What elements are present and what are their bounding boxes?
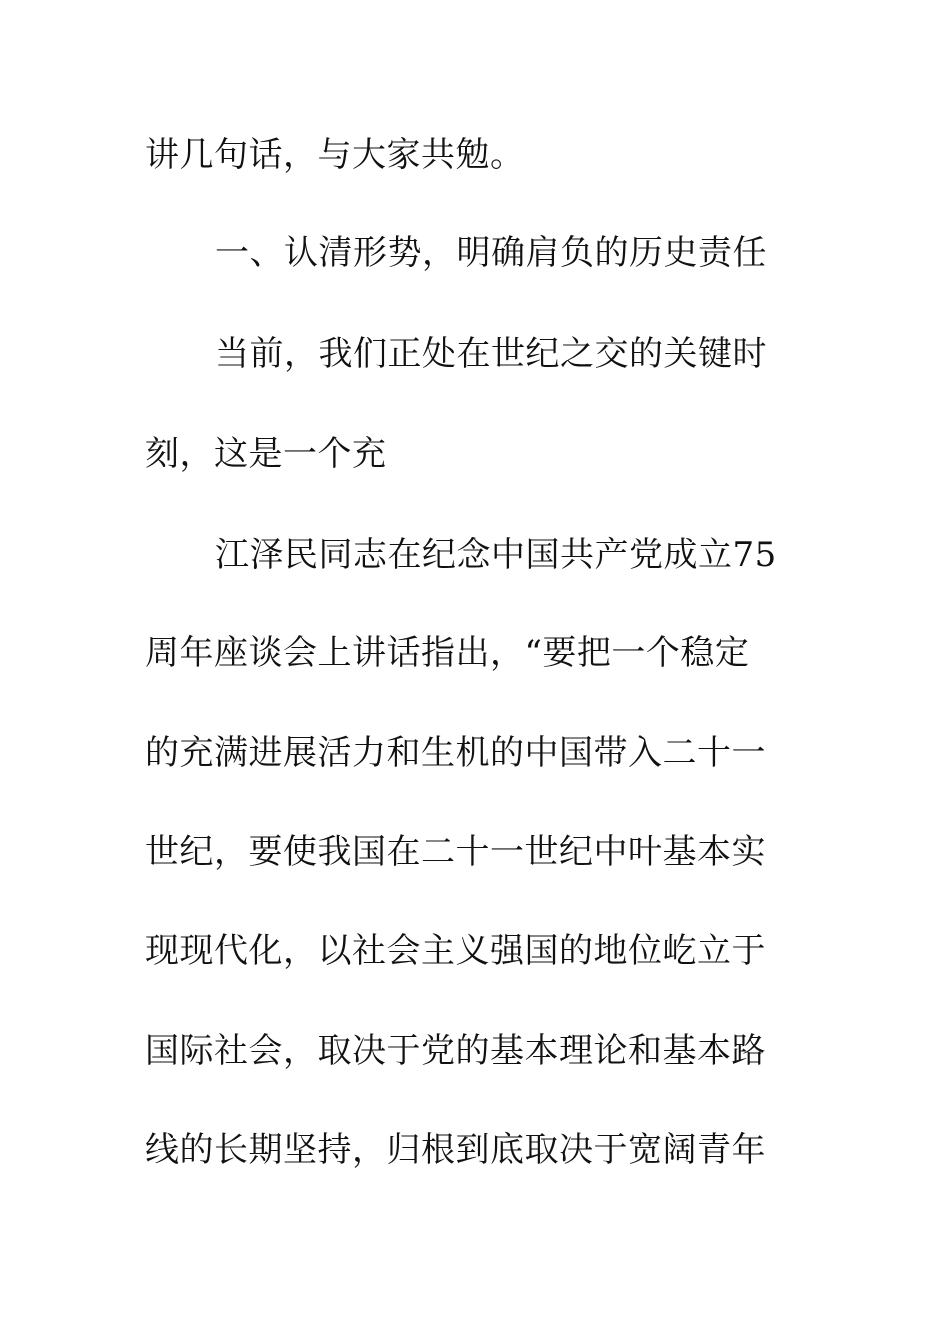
- paragraph-line: 线的长期坚持，归根到底取决于宽阔青年: [145, 1130, 766, 1170]
- paragraph-line: 刻，这是一个充: [145, 434, 387, 474]
- paragraph-line: 世纪，要使我国在二十一世纪中叶基本实: [145, 832, 766, 872]
- paragraph-line: 国际社会，取决于党的基本理论和基本路: [145, 1031, 766, 1071]
- paragraph-line: 当前，我们正处在世纪之交的关键时: [215, 334, 767, 374]
- paragraph-line: 讲几句话，与大家共勉。: [145, 135, 525, 175]
- paragraph-line: 江泽民同志在纪念中国共产党成立75: [215, 535, 777, 575]
- paragraph-line: 现现代化，以社会主义强国的地位屹立于: [145, 931, 766, 971]
- paragraph-line: 的充满进展活力和生机的中国带入二十一: [145, 733, 766, 773]
- section-heading: 一、认清形势，明确肩负的历史责任: [215, 233, 767, 273]
- paragraph-line: 周年座谈会上讲话指出，“要把一个稳定: [145, 633, 750, 673]
